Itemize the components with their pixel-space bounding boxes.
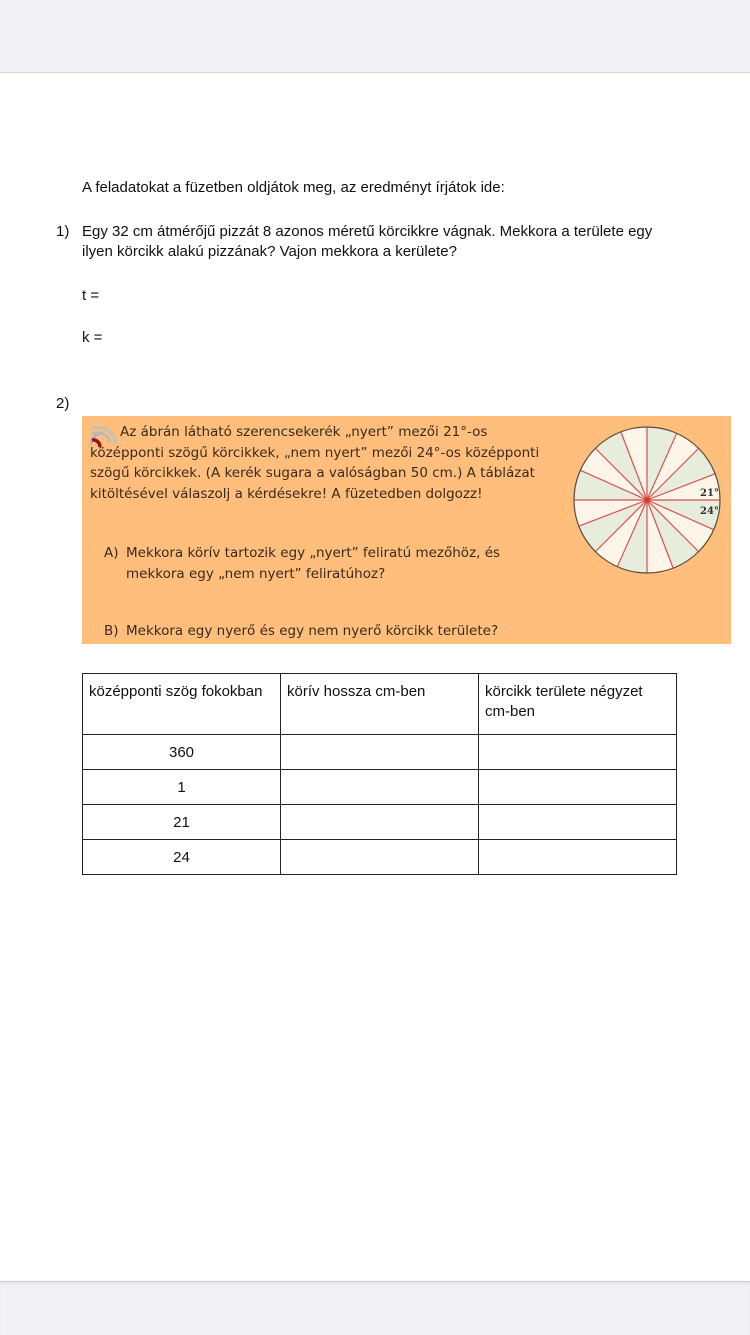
fortune-wheel-diagram — [572, 424, 722, 576]
wheel-label-21: 21° — [700, 488, 719, 499]
area-cell[interactable] — [479, 840, 677, 875]
header-sector-area: körcikk területe négyzet cm-ben — [479, 674, 677, 735]
question-a-text — [126, 543, 500, 584]
arc-length-cell[interactable] — [281, 805, 479, 840]
top-bar — [0, 0, 750, 73]
angle-cell: 24 — [83, 840, 281, 875]
task-2-intro-line: középponti szögű körcikkek, „nem nyert” mezői 24°-os középponti — [90, 444, 540, 461]
task-1-text: Egy 32 cm átmérőjű pizzát 8 azonos méretű körcikkre vágnak. Mekkora a területe egy ilyen körcikk alakú pizzának? Vajon mekkora a kerülete? — [82, 223, 653, 260]
question-a-line: Mekkora körív tartozik egy „nyert” feliratú mezőhöz, és — [126, 545, 501, 561]
angle-cell: 360 — [83, 735, 281, 770]
header-arc-length: körív hossza cm-ben — [281, 674, 479, 735]
task-2-intro-line: Az ábrán látható szerencsekerék „nyert” mezői 21°-os — [120, 424, 488, 440]
table-row — [83, 735, 677, 770]
task-2-number: 2) — [56, 395, 70, 412]
area-cell[interactable] — [479, 770, 677, 805]
answer-area-k: k = — [82, 329, 103, 346]
table-header-row — [83, 674, 677, 735]
bottom-bar — [0, 1281, 750, 1335]
instructions-text: A feladatokat a füzetben oldjátok meg, az eredményt írjátok ide: — [82, 179, 505, 196]
answer-area-t: t = — [82, 287, 100, 304]
table-row — [83, 805, 677, 840]
angle-cell: 21 — [83, 805, 281, 840]
question-a-label: A) — [104, 545, 119, 561]
arc-length-cell[interactable] — [281, 770, 479, 805]
question-a-line: mekkora egy „nem nyert” feliratúhoz? — [126, 565, 386, 582]
task-2-intro-line: szögű körcikkek. (A kerék sugara a valóságban 50 cm.) A táblázat — [90, 465, 535, 481]
arc-length-cell[interactable] — [281, 735, 479, 770]
task-2-box — [82, 416, 731, 644]
angle-cell: 1 — [83, 770, 281, 805]
table-row — [83, 840, 677, 875]
area-cell[interactable] — [479, 735, 677, 770]
task-1-number: 1) — [56, 223, 70, 240]
results-table — [82, 673, 677, 875]
question-b-text: Mekkora egy nyerő és egy nem nyerő körcikk területe? — [126, 623, 499, 639]
wheel-label-24: 24° — [700, 506, 719, 517]
table-row — [83, 770, 677, 805]
wheel-center — [645, 498, 650, 503]
header-central-angle: középponti szög fokokban — [83, 674, 281, 735]
arc-length-cell[interactable] — [281, 840, 479, 875]
task-2-intro — [90, 422, 539, 504]
task-2-intro-line: kitöltésével válaszolj a kérdésekre! A füzetedben dolgozz! — [90, 485, 483, 502]
area-cell[interactable] — [479, 805, 677, 840]
question-b-label: B) — [104, 623, 119, 639]
